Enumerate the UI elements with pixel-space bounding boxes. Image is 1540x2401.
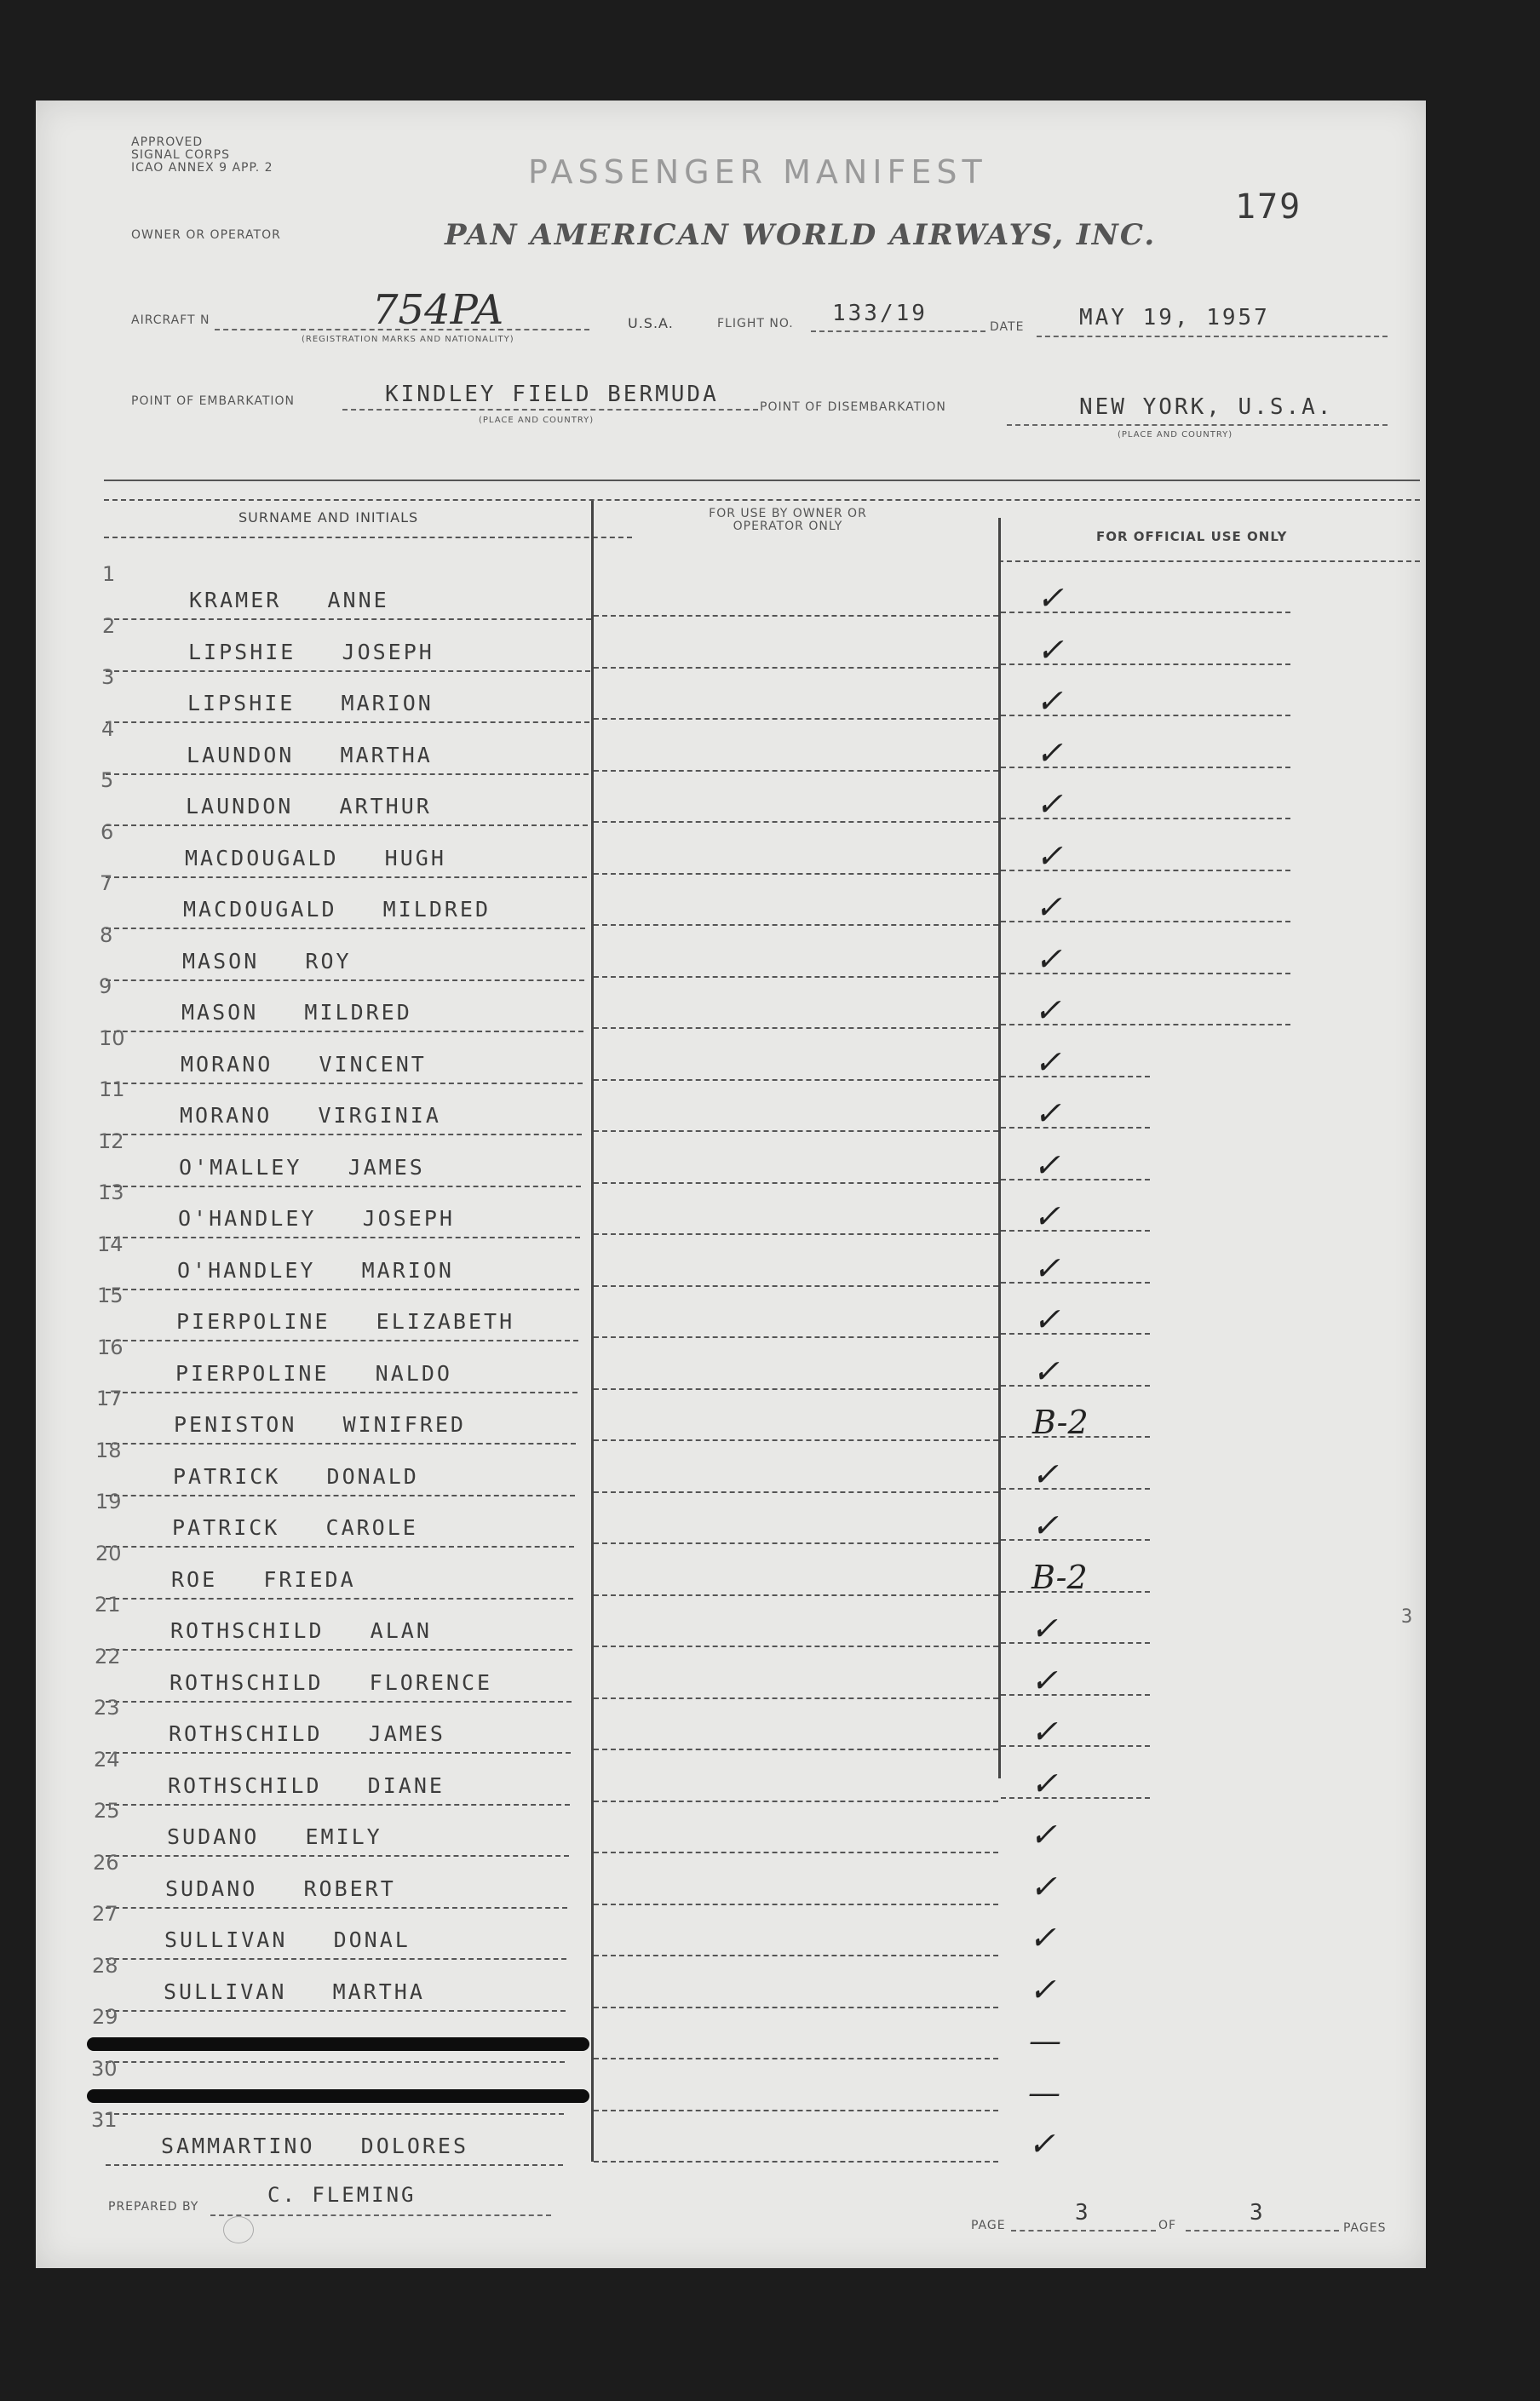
passenger-given-name: JAMES bbox=[348, 1154, 425, 1180]
col-official-header: FOR OFFICIAL USE ONLY bbox=[1096, 529, 1288, 544]
passenger-name bbox=[161, 2134, 468, 2158]
passenger-surname: MORANO bbox=[180, 1103, 273, 1128]
passenger-given-name: ARTHUR bbox=[339, 794, 432, 819]
passenger-name bbox=[189, 588, 389, 612]
official-check-mark: ✓ bbox=[1031, 1713, 1058, 1750]
official-check-mark: B-2 bbox=[1031, 1558, 1088, 1596]
passenger-surname: MACDOUGALD bbox=[183, 897, 337, 922]
row-number: 28 bbox=[92, 1953, 118, 1978]
official-check-mark: ✓ bbox=[1034, 1043, 1061, 1081]
passenger-surname: SUDANO bbox=[165, 1875, 258, 1901]
passenger-name bbox=[181, 1000, 412, 1025]
row-number: 7 bbox=[100, 871, 113, 895]
owner-label: OWNER OR OPERATOR bbox=[131, 228, 281, 242]
passenger-name bbox=[187, 691, 434, 715]
passenger-surname: PATRICK bbox=[172, 1515, 280, 1540]
disembark-label: POINT OF DISEMBARKATION bbox=[760, 400, 946, 414]
official-check-mark: ✓ bbox=[1036, 682, 1063, 720]
official-check-mark: ✓ bbox=[1036, 836, 1063, 875]
passenger-name bbox=[182, 949, 352, 974]
row-number: 9 bbox=[99, 974, 112, 998]
passenger-given-name: FLORENCE bbox=[369, 1669, 493, 1695]
passenger-given-name: VIRGINIA bbox=[318, 1103, 441, 1128]
row-number: 5 bbox=[101, 768, 114, 792]
date-label: DATE bbox=[990, 320, 1025, 334]
passenger-surname: ROE bbox=[171, 1566, 218, 1592]
passenger-given-name: MILDRED bbox=[304, 1000, 412, 1025]
passenger-given-name: ROY bbox=[305, 948, 352, 974]
row-number: 6 bbox=[101, 819, 114, 844]
row-number: 17 bbox=[96, 1387, 123, 1410]
passenger-name bbox=[185, 846, 446, 870]
passenger-surname: O'HANDLEY bbox=[177, 1257, 316, 1283]
row-number: 25 bbox=[94, 1799, 120, 1823]
official-check-mark: ✓ bbox=[1033, 1146, 1060, 1184]
passenger-surname: ROTHSCHILD bbox=[170, 1669, 324, 1695]
official-check-mark: ✓ bbox=[1029, 1970, 1056, 2008]
row-number: 12 bbox=[98, 1129, 124, 1153]
passenger-name bbox=[170, 1670, 492, 1695]
passenger-given-name: DONALD bbox=[326, 1463, 419, 1489]
row-number: 30 bbox=[91, 2056, 118, 2081]
passenger-surname: O'MALLEY bbox=[179, 1154, 302, 1180]
passenger-given-name: DONAL bbox=[333, 1927, 411, 1952]
official-check-mark: ✓ bbox=[1034, 991, 1061, 1029]
passenger-surname: SULLIVAN bbox=[164, 1979, 287, 2004]
disembark-caption: (PLACE AND COUNTRY) bbox=[1118, 430, 1233, 439]
aircraft-caption: (REGISTRATION MARKS AND NATIONALITY) bbox=[302, 335, 514, 344]
passenger-given-name: JAMES bbox=[368, 1721, 445, 1746]
official-check-mark: ✓ bbox=[1037, 579, 1064, 617]
passenger-name bbox=[186, 794, 432, 819]
passenger-name bbox=[178, 1206, 455, 1231]
passenger-given-name: NALDO bbox=[375, 1360, 452, 1386]
prepared-value: C. FLEMING bbox=[267, 2183, 417, 2207]
row-number: 18 bbox=[95, 1438, 122, 1462]
passenger-surname: LAUNDON bbox=[187, 742, 295, 767]
passenger-surname: PENISTON bbox=[174, 1412, 297, 1437]
manifest-page bbox=[36, 101, 1426, 2268]
page-label: PAGE bbox=[971, 2219, 1006, 2232]
approval-line: ICAO ANNEX 9 APP. 2 bbox=[131, 161, 273, 175]
row-number: 8 bbox=[100, 922, 113, 947]
row-number: 26 bbox=[93, 1850, 119, 1875]
passenger-name bbox=[179, 1155, 425, 1180]
row-number: 19 bbox=[95, 1490, 122, 1514]
passenger-surname: PATRICK bbox=[173, 1463, 281, 1489]
passenger-surname: ROTHSCHILD bbox=[169, 1721, 323, 1746]
official-check-mark: ✓ bbox=[1035, 888, 1062, 926]
official-check-mark: ✓ bbox=[1033, 1301, 1060, 1338]
passenger-surname: SULLIVAN bbox=[164, 1927, 288, 1952]
official-check-mark: ✓ bbox=[1036, 785, 1063, 823]
page-value: 3 bbox=[1075, 2200, 1091, 2226]
passenger-surname: MASON bbox=[181, 1000, 259, 1025]
passenger-given-name: HUGH bbox=[384, 845, 446, 870]
official-check-mark: ✓ bbox=[1030, 1816, 1057, 1853]
passenger-given-name: ALAN bbox=[370, 1618, 432, 1643]
form-title: PASSENGER MANIFEST bbox=[528, 153, 987, 191]
passenger-given-name: ELIZABETH bbox=[376, 1309, 515, 1334]
passenger-given-name: DOLORES bbox=[360, 2134, 469, 2158]
official-check-mark: ✓ bbox=[1033, 1249, 1060, 1287]
row-number: 24 bbox=[94, 1747, 120, 1772]
row-number: 16 bbox=[97, 1335, 124, 1359]
passenger-name bbox=[174, 1412, 466, 1437]
of-label: OF bbox=[1158, 2219, 1177, 2232]
passenger-name bbox=[183, 897, 491, 922]
row-number: 2 bbox=[102, 613, 116, 638]
passenger-given-name: JOSEPH bbox=[342, 639, 434, 664]
passenger-name bbox=[176, 1309, 514, 1334]
passenger-name bbox=[164, 1927, 411, 1952]
passenger-name bbox=[188, 640, 434, 664]
row-number: 1 bbox=[102, 562, 116, 586]
nationality: U.S.A. bbox=[628, 315, 674, 331]
column-divider bbox=[591, 501, 594, 2162]
passenger-surname: MACDOUGALD bbox=[185, 845, 339, 870]
official-check-mark: ✓ bbox=[1031, 1507, 1059, 1544]
column-divider bbox=[998, 518, 1001, 1778]
seal-mark bbox=[223, 2216, 254, 2243]
passenger-name bbox=[171, 1567, 356, 1592]
official-check-mark: ✓ bbox=[1036, 733, 1063, 772]
row-number: 3 bbox=[101, 665, 115, 689]
passenger-given-name: ROBERT bbox=[303, 1875, 396, 1901]
passenger-name bbox=[181, 1052, 427, 1077]
passenger-name bbox=[175, 1361, 452, 1386]
passenger-given-name: EMILY bbox=[305, 1824, 382, 1849]
passenger-surname: PIERPOLINE bbox=[176, 1309, 330, 1334]
official-check-mark: ✓ bbox=[1031, 1661, 1058, 1699]
col-surname-header: SURNAME AND INITIALS bbox=[238, 509, 419, 526]
row-number: 13 bbox=[98, 1180, 124, 1204]
official-check-mark: ✓ bbox=[1033, 1198, 1060, 1235]
passenger-given-name: MARTHA bbox=[340, 742, 433, 767]
passenger-surname: MASON bbox=[182, 948, 260, 974]
passenger-given-name: VINCENT bbox=[319, 1051, 427, 1077]
official-check-mark: ✓ bbox=[1030, 1867, 1057, 1905]
aircraft-label: AIRCRAFT N bbox=[131, 313, 210, 327]
of-value: 3 bbox=[1250, 2200, 1266, 2226]
disembark-value: NEW YORK, U.S.A. bbox=[1079, 394, 1334, 420]
official-check-mark: ✓ bbox=[1028, 2125, 1055, 2163]
passenger-name bbox=[180, 1103, 441, 1128]
date-value: MAY 19, 1957 bbox=[1079, 305, 1270, 330]
official-check-mark: ✓ bbox=[1032, 1352, 1060, 1390]
official-check-mark: ✓ bbox=[1031, 1455, 1059, 1493]
aircraft-value: 754PA bbox=[372, 286, 504, 334]
row-number: 14 bbox=[97, 1232, 124, 1256]
passenger-given-name: JOSEPH bbox=[362, 1206, 455, 1231]
row-number: 29 bbox=[92, 2005, 118, 2029]
official-check-mark: ✓ bbox=[1034, 1094, 1061, 1132]
approval-line: APPROVED bbox=[131, 135, 204, 149]
approval-block bbox=[131, 136, 273, 175]
passenger-surname: KRAMER bbox=[189, 588, 282, 612]
operator-name: PAN AMERICAN WORLD AIRWAYS, INC. bbox=[445, 218, 1157, 252]
passenger-given-name: MARION bbox=[341, 691, 434, 715]
row-number: 22 bbox=[95, 1644, 121, 1669]
redaction-bar bbox=[87, 2037, 589, 2051]
passenger-surname: LIPSHIE bbox=[188, 639, 296, 664]
col-owner-header: FOR USE BY OWNER OR OPERATOR ONLY bbox=[709, 507, 867, 533]
page-stamp: 179 bbox=[1235, 187, 1302, 227]
official-check-mark: ✓ bbox=[1035, 939, 1062, 978]
passenger-name bbox=[170, 1618, 432, 1643]
row-number: 20 bbox=[95, 1541, 122, 1565]
row-number: 23 bbox=[94, 1696, 120, 1720]
prepared-label: PREPARED BY bbox=[108, 2200, 199, 2214]
official-check-mark: ✓ bbox=[1031, 1610, 1058, 1647]
passenger-surname: PIERPOLINE bbox=[175, 1360, 330, 1386]
row-number: 27 bbox=[92, 1902, 118, 1926]
embark-label: POINT OF EMBARKATION bbox=[131, 394, 296, 408]
row-number: 15 bbox=[97, 1284, 124, 1307]
flight-label: FLIGHT NO. bbox=[717, 317, 794, 330]
official-check-mark: B-2 bbox=[1032, 1404, 1089, 1441]
row-number: 21 bbox=[95, 1593, 121, 1617]
passenger-given-name: ANNE bbox=[327, 588, 389, 612]
passenger-given-name: DIANE bbox=[367, 1772, 445, 1798]
official-check-mark: — bbox=[1029, 2022, 1061, 2059]
passenger-given-name: MARTHA bbox=[332, 1979, 425, 2004]
passenger-name bbox=[169, 1721, 445, 1746]
row-number: 4 bbox=[101, 716, 115, 741]
row-number: 31 bbox=[91, 2108, 118, 2132]
passenger-given-name: FRIEDA bbox=[263, 1566, 356, 1592]
flight-value: 133/19 bbox=[832, 301, 928, 326]
official-check-mark: ✓ bbox=[1031, 1764, 1058, 1802]
official-check-mark: — bbox=[1028, 2073, 1060, 2111]
passenger-given-name: MILDRED bbox=[382, 897, 491, 922]
passenger-surname: ROTHSCHILD bbox=[170, 1618, 325, 1643]
margin-mark: 3 bbox=[1401, 1606, 1416, 1628]
passenger-name bbox=[165, 1876, 396, 1901]
passenger-surname: SAMMARTINO bbox=[161, 2134, 315, 2158]
embark-value: KINDLEY FIELD BERMUDA bbox=[385, 382, 719, 407]
official-check-mark: ✓ bbox=[1037, 630, 1064, 669]
passenger-surname: ROTHSCHILD bbox=[168, 1772, 322, 1798]
passenger-given-name: CAROLE bbox=[325, 1515, 418, 1540]
row-number: 10 bbox=[99, 1025, 125, 1050]
passenger-name bbox=[168, 1773, 445, 1798]
passenger-surname: LIPSHIE bbox=[187, 691, 296, 715]
passenger-name bbox=[172, 1515, 418, 1540]
passenger-surname: MORANO bbox=[181, 1051, 273, 1077]
row-number: 11 bbox=[99, 1077, 125, 1101]
passenger-name bbox=[173, 1464, 419, 1489]
official-check-mark: ✓ bbox=[1029, 1919, 1056, 1956]
passenger-surname: O'HANDLEY bbox=[178, 1206, 317, 1231]
approval-line: SIGNAL CORPS bbox=[131, 148, 231, 162]
embark-caption: (PLACE AND COUNTRY) bbox=[479, 416, 595, 425]
passenger-surname: SUDANO bbox=[167, 1824, 260, 1849]
passenger-name bbox=[177, 1258, 454, 1283]
passenger-name bbox=[167, 1824, 382, 1849]
passenger-given-name: WINIFRED bbox=[342, 1412, 466, 1437]
passenger-given-name: MARION bbox=[361, 1257, 454, 1283]
redaction-bar bbox=[87, 2089, 589, 2103]
passenger-surname: LAUNDON bbox=[186, 794, 294, 819]
passenger-name bbox=[187, 743, 433, 767]
pages-label: PAGES bbox=[1343, 2221, 1387, 2235]
passenger-name bbox=[164, 1979, 425, 2004]
